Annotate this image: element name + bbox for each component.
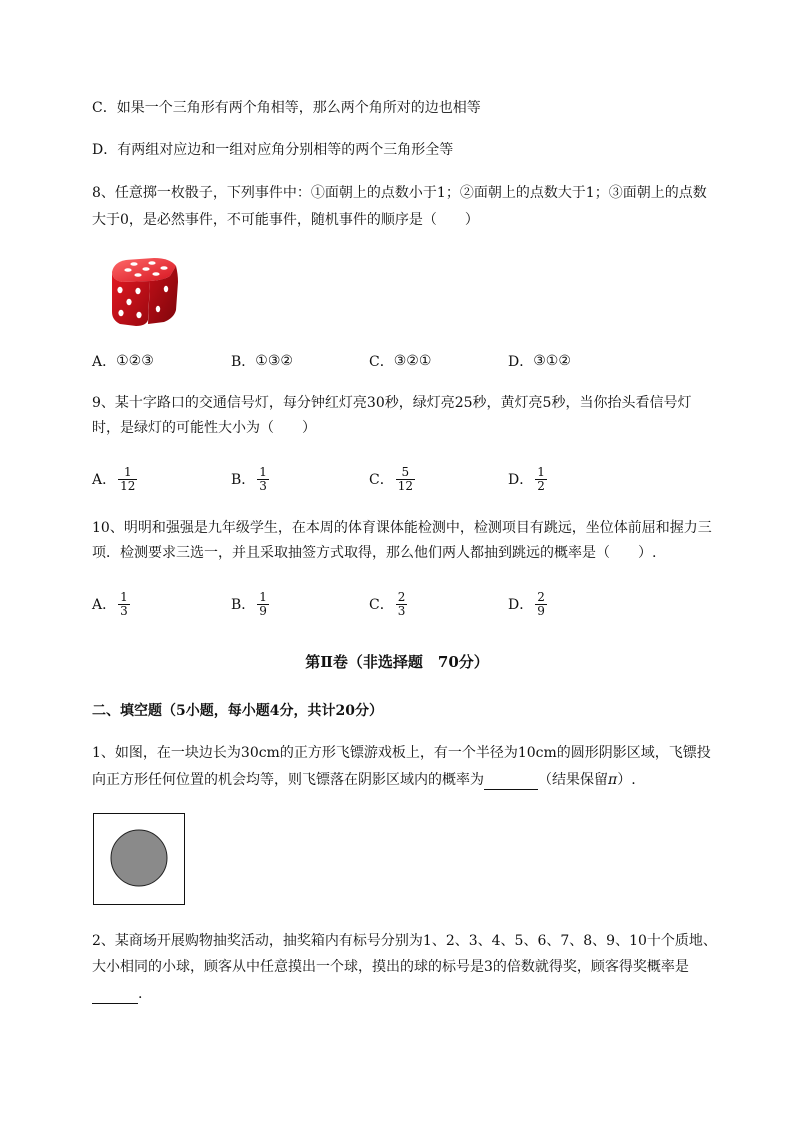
answer-blank[interactable] <box>484 775 538 790</box>
q10-text-line2: 项．检测要求三选一，并且采取抽签方式取得，那么他们两人都抽到跳远的概率是（ ）. <box>92 545 657 561</box>
fraction: $\frac{1}{3}$ <box>259 464 267 493</box>
q9-text-line1: 9、某十字路口的交通信号灯，每分钟红灯亮30秒，绿灯亮25秒，黄灯亮5秒，当你抬头看信号灯 <box>92 395 692 411</box>
fraction: $\frac{1}{9}$ <box>259 589 267 618</box>
prev-option-d: D．有两组对应边和一组对应角分别相等的两个三角形全等 <box>92 142 454 158</box>
fraction: $\frac{1}{2}$ <box>537 464 545 493</box>
q9-text-line2: 时，是绿灯的可能性大小为（ ） <box>92 420 316 436</box>
answer-blank[interactable] <box>92 989 138 1004</box>
q10-options <box>92 587 712 621</box>
pi-symbol: π <box>608 772 618 788</box>
q9-option-a[interactable]: A． $\frac{1}{12}$ <box>92 464 136 493</box>
q8-options <box>92 344 712 378</box>
q9-option-d[interactable]: D． $\frac{1}{2}$ <box>508 464 545 493</box>
f2-text-line1: 2、某商场开展购物抽奖活动，抽奖箱内有标号分别为1、2、3、4、5、6、7、8、9、10十个质地、 <box>92 933 717 949</box>
q10-option-a[interactable]: A． $\frac{1}{3}$ <box>92 589 128 618</box>
section-title: 第Ⅱ卷（非选择题 70分） <box>305 653 489 671</box>
dartboard-figure <box>93 813 185 905</box>
q8-option-d[interactable]: D． ③①② <box>508 353 571 370</box>
q8-text-line1: 8、任意掷一枚骰子，下列事件中：①面朝上的点数小于1；②面朝上的点数大于1；③面朝上的点数 <box>92 185 707 201</box>
prev-option-c: C．如果一个三角形有两个角相等，那么两个角所对的边也相等 <box>92 100 481 116</box>
section-subtitle: 二、填空题（5小题，每小题4分，共计20分） <box>92 703 383 719</box>
shaded-circle <box>111 830 167 886</box>
f1-text-line2: 向正方形任何位置的机会均等，则飞镖落在阴影区域内的概率为 （结果保留π）. <box>92 772 636 788</box>
q8-text-line2: 大于0，是必然事件，不可能事件，随机事件的顺序是（ ） <box>92 212 479 228</box>
q10-option-d[interactable]: D． $\frac{2}{9}$ <box>508 589 545 618</box>
q10-option-b[interactable]: B． $\frac{1}{9}$ <box>231 589 267 618</box>
f1-text-line1: 1、如图，在一块边长为30cm的正方形飞镖游戏板上，有一个半径为10cm的圆形阴影区域，飞镖投 <box>92 745 711 761</box>
fraction: $\frac{5}{12}$ <box>397 464 413 493</box>
q10-text-line1: 10、明明和强强是九年级学生，在本周的体育课体能检测中，检测项目有跳远，坐位体前屈和握力三 <box>92 520 712 536</box>
fraction: $\frac{1}{12}$ <box>120 464 136 493</box>
q10-option-c[interactable]: C． $\frac{2}{3}$ <box>369 589 406 618</box>
q8-option-a[interactable]: A． ①②③ <box>92 353 154 370</box>
q8-option-b[interactable]: B． ①③② <box>231 353 293 370</box>
q9-option-c[interactable]: C． $\frac{5}{12}$ <box>369 464 413 493</box>
q9-option-b[interactable]: B． $\frac{1}{3}$ <box>231 464 267 493</box>
fraction: $\frac{1}{3}$ <box>120 589 128 618</box>
f2-text-line3: . <box>92 984 142 1004</box>
fraction: $\frac{2}{3}$ <box>397 589 406 618</box>
dice-image <box>104 254 184 328</box>
fraction: $\frac{2}{9}$ <box>537 589 545 618</box>
f2-text-line2: 大小相同的小球，顾客从中任意摸出一个球，摸出的球的标号是3的倍数就得奖，顾客得奖概率是 <box>92 959 689 975</box>
q8-option-c[interactable]: C． ③②① <box>369 353 432 370</box>
q9-options <box>92 462 712 496</box>
